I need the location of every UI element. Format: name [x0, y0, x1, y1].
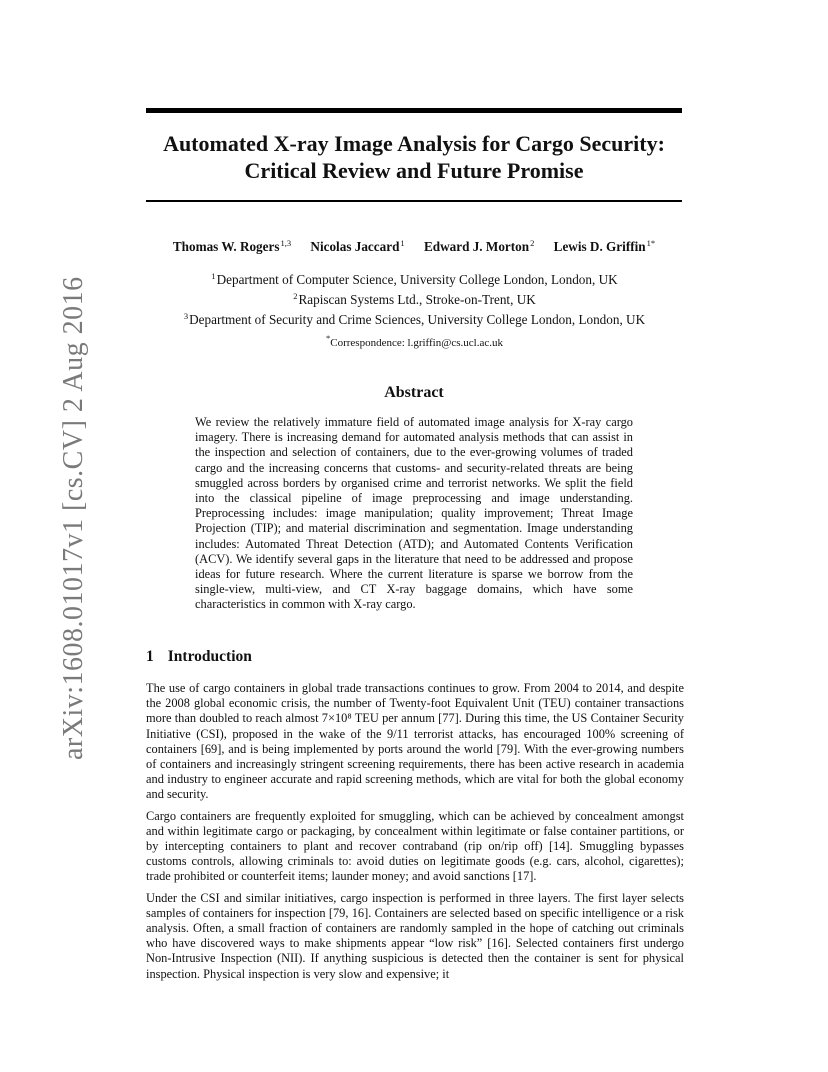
author [554, 239, 655, 254]
title-bottom-rule [146, 200, 682, 202]
author [424, 239, 534, 254]
author-name: Thomas W. Rogers [172, 239, 280, 254]
author-affil-sup: 2 [530, 238, 535, 248]
affiliation-text: Rapiscan Systems Ltd., Stroke-on-Trent, UK [298, 292, 536, 307]
affiliation-sup: 1 [211, 271, 216, 281]
correspondence [146, 333, 682, 349]
author [310, 239, 404, 254]
title-top-rule [146, 108, 682, 113]
author-affil-sup: 1,3 [280, 238, 292, 248]
correspondence-text: Correspondence: l.griffin@cs.ucl.ac.uk [330, 337, 503, 349]
section-title: Introduction [167, 648, 252, 665]
paragraph: Cargo containers are frequently exploited for smuggling, which can be achieved by concealment amongst and within legitimate cargo or packaging, by concealment within legitimate or false container partitions, or by intercepting containers to plant and recover contraband (rip on/rip off) [14]. Smuggling bypasses customs controls, allowing criminals to: avoid duties on legitimate goods (e.g. cars, alcohol, cigarettes); trade prohibited or counterfeit items; launder money; and avoid sanctions [17]. [146, 808, 684, 884]
affiliation-sup: 2 [293, 291, 298, 301]
paper-title [146, 130, 682, 184]
author-affil-sup: 1 [400, 238, 405, 248]
abstract-heading: Abstract [384, 384, 444, 401]
affiliation-sup: 3 [183, 311, 189, 321]
arxiv-id: arXiv:1608.01017v1 [cs.CV] 2 Aug 2016 [58, 276, 89, 760]
paragraph: The use of cargo containers in global trade transactions continues to grow. From 2004 to 2014, and despite the 2008 global economic crisis, the number of Twenty-foot Equivalent Unit (TEU) container transactions more than doubled to reach almost 7×10⁸ TEU per annum [77]. During this time, the US Container Security Initiative (CSI), proposed in the wake of the 9/11 terrorist attacks, has encouraged 100% screening of containers [69], and is being implemented by ports around the world [79]. With the ever-growing numbers of containers and increasingly stringent screening requirements, there has been active research in academia and industry to engineer accurate and rapid screening methods, which are vital for both the global economy and security. [146, 681, 684, 802]
author-affil-sup: 1* [646, 238, 656, 248]
affiliation-text: Department of Security and Crime Sciences, University College London, London, UK [189, 312, 646, 327]
correspondence-sup: * [326, 333, 331, 343]
author-name: Lewis D. Griffin [553, 239, 646, 254]
title-line-1: Automated X-ray Image Analysis for Cargo Security: [163, 131, 665, 156]
affiliation [146, 268, 682, 288]
author-name: Nicolas Jaccard [310, 239, 400, 254]
arxiv-sidebar-stamp [10, 276, 89, 760]
affiliation [146, 288, 682, 308]
affiliation-list [146, 268, 682, 328]
author [173, 239, 291, 254]
affiliation [146, 308, 682, 328]
section-body [146, 681, 684, 988]
section-number: 1 [146, 648, 154, 665]
title-line-2: Critical Review and Future Promise [244, 158, 584, 183]
paragraph: Under the CSI and similar initiatives, cargo inspection is performed in three layers. The first layer selects samples of containers for inspection [79, 16]. Containers are selected based on specific intelligence or a risk analysis. Often, a small fraction of containers are randomly sampled in the hope of catching out criminals who have discovered ways to make shipments appear “low risk” [16]. Selected containers first undergo Non-Intrusive Inspection (NII). If anything suspicious is detected then the container is sent for physical inspection. Physical inspection is very slow and expensive; it [146, 890, 684, 981]
section-heading [146, 648, 252, 666]
affiliation-text: Department of Computer Science, University College London, London, UK [216, 272, 618, 287]
abstract-body: We review the relatively immature field of automated image analysis for X-ray cargo imagery. There is increasing demand for automated analysis methods that can assist in the inspection and selection of containers, due to the ever-growing volumes of traded cargo and the increasing concerns that customs- and security-related threats are being smuggled across borders by organised crime and terrorist networks. We split the field into the classical pipeline of image preprocessing and image understanding. Preprocessing includes: image manipulation; quality improvement; Threat Image Projection (TIP); and material discrimination and segmentation. Image understanding includes: Automated Threat Detection (ATD); and Automated Contents Verification (ACV). We identify several gaps in the literature that need to be addressed and propose ideas for future research. Where the current literature is sparse we borrow from the single-view, multi-view, and CT X-ray baggage domains, which have some characteristics in common with X-ray cargo. [195, 415, 633, 612]
author-name: Edward J. Morton [423, 239, 530, 254]
author-list [146, 238, 682, 255]
